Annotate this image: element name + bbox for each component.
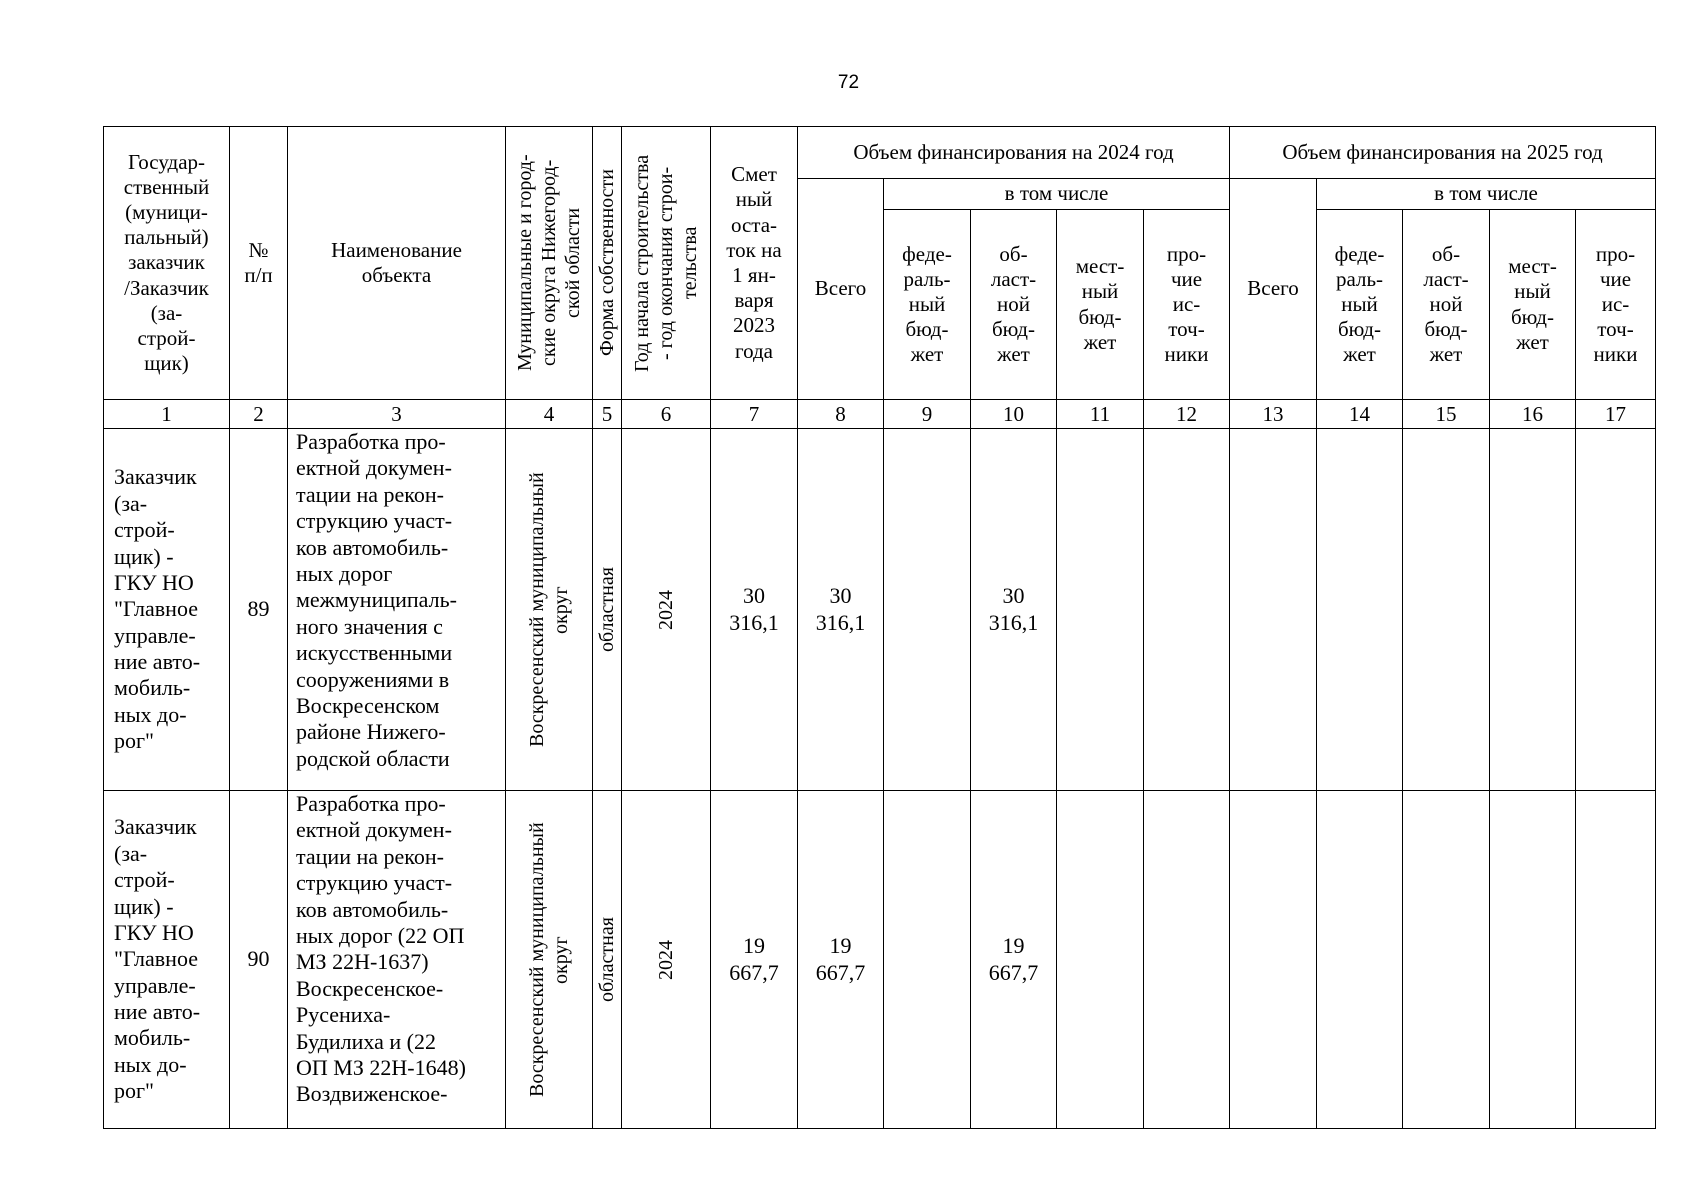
table-row	[104, 429, 1656, 791]
table-row	[104, 791, 1656, 1129]
header-federal-2024: феде- раль- ный бюд- жет	[884, 210, 971, 400]
column-number: 7	[711, 400, 798, 429]
header-federal-2025: феде- раль- ный бюд- жет	[1317, 210, 1403, 400]
column-number: 5	[593, 400, 622, 429]
row-district-cell	[506, 429, 593, 791]
header-ownership: Форма собственности	[596, 169, 618, 357]
column-number: 8	[798, 400, 884, 429]
column-numbers-row	[104, 400, 1656, 429]
row-local-2025	[1490, 429, 1576, 791]
column-number: 12	[1144, 400, 1230, 429]
header-group-2024: Объем финансирования на 2024 год	[798, 127, 1230, 179]
row-years-cell	[622, 429, 711, 791]
column-number: 13	[1230, 400, 1317, 429]
column-number: 9	[884, 400, 971, 429]
column-number: 3	[288, 400, 506, 429]
header-years-cell	[622, 127, 711, 400]
header-other-2024: про- чие ис- точ- ники	[1144, 210, 1230, 400]
row-ownership: областная	[596, 567, 618, 652]
header-regional-2025: об- ласт- ной бюд- жет	[1403, 210, 1490, 400]
header-estimate: Смет ный оста- ток на 1 ян- варя 2023 года	[711, 127, 798, 400]
row-other-2024	[1144, 791, 1230, 1129]
row-object-name: Разработка про- ектной докумен- тации на рекон- струкцию участ- ков автомобиль- ных дорог межмуниципаль- ного значения с искусственными сооружениями в Воскресенском районе Нижего- родской области	[288, 429, 506, 791]
row-other-2025	[1576, 429, 1656, 791]
row-federal-2025	[1317, 791, 1403, 1129]
header-district: Муниципальные и город- ские округа Нижегород- ской области	[514, 154, 584, 372]
row-ownership: областная	[596, 917, 618, 1002]
row-ownership-cell	[593, 429, 622, 791]
row-local-2024	[1057, 429, 1144, 791]
column-number: 1	[104, 400, 230, 429]
row-federal-2024	[884, 791, 971, 1129]
row-years: 2024	[655, 589, 677, 630]
row-local-2024	[1057, 791, 1144, 1129]
header-other-2025: про- чие ис- точ- ники	[1576, 210, 1656, 400]
header-ownership-cell	[593, 127, 622, 400]
column-number: 15	[1403, 400, 1490, 429]
header-row-1	[104, 127, 1656, 179]
row-regional-2025	[1403, 791, 1490, 1129]
row-district: Воскресенский муниципальный округ	[526, 822, 572, 1097]
row-total-2024: 19 667,7	[798, 791, 884, 1129]
row-federal-2024	[884, 429, 971, 791]
row-district-cell	[506, 791, 593, 1129]
header-regional-2024: об- ласт- ной бюд- жет	[971, 210, 1057, 400]
header-object-name: Наименование объекта	[288, 127, 506, 400]
row-total-2025	[1230, 429, 1317, 791]
header-total-2025: Всего	[1230, 179, 1317, 400]
row-number: 89	[230, 429, 288, 791]
financing-table	[103, 126, 1656, 1129]
column-number: 10	[971, 400, 1057, 429]
row-regional-2024: 19 667,7	[971, 791, 1057, 1129]
header-years: Год начала строительства - год окончания строи- тельства	[631, 154, 701, 372]
column-number: 6	[622, 400, 711, 429]
column-number: 17	[1576, 400, 1656, 429]
row-years: 2024	[655, 939, 677, 980]
row-estimate: 30 316,1	[711, 429, 798, 791]
header-local-2025: мест- ный бюд- жет	[1490, 210, 1576, 400]
header-incl-2025: в том числе	[1317, 179, 1656, 210]
header-local-2024: мест- ный бюд- жет	[1057, 210, 1144, 400]
column-number: 14	[1317, 400, 1403, 429]
row-total-2024: 30 316,1	[798, 429, 884, 791]
row-customer: Заказчик (за- строй- щик) - ГКУ НО "Главное управле- ние авто- мобиль- ных до- рог"	[104, 791, 230, 1129]
row-other-2024	[1144, 429, 1230, 791]
column-number: 11	[1057, 400, 1144, 429]
row-regional-2024: 30 316,1	[971, 429, 1057, 791]
row-years-cell	[622, 791, 711, 1129]
row-object-name: Разработка про- ектной докумен- тации на рекон- струкцию участ- ков автомобиль- ных дорог (22 ОП МЗ 22Н-1637) Воскресенское- Русениха- Будилиха и (22 ОП МЗ 22Н-1648) Воздвиженское-	[288, 791, 506, 1129]
header-number: № п/п	[230, 127, 288, 400]
row-customer: Заказчик (за- строй- щик) - ГКУ НО "Главное управле- ние авто- мобиль- ных до- рог"	[104, 429, 230, 791]
row-district: Воскресенский муниципальный округ	[526, 472, 572, 747]
column-number: 2	[230, 400, 288, 429]
header-total-2024: Всего	[798, 179, 884, 400]
page-number: 72	[837, 72, 860, 93]
column-number: 16	[1490, 400, 1576, 429]
row-number: 90	[230, 791, 288, 1129]
column-number: 4	[506, 400, 593, 429]
row-other-2025	[1576, 791, 1656, 1129]
header-customer: Государ- ственный (муници- пальный) заказчик /Заказчик (за- строй- щик)	[104, 127, 230, 400]
header-district-cell	[506, 127, 593, 400]
row-local-2025	[1490, 791, 1576, 1129]
row-ownership-cell	[593, 791, 622, 1129]
row-regional-2025	[1403, 429, 1490, 791]
row-estimate: 19 667,7	[711, 791, 798, 1129]
row-total-2025	[1230, 791, 1317, 1129]
header-incl-2024: в том числе	[884, 179, 1230, 210]
header-group-2025: Объем финансирования на 2025 год	[1230, 127, 1656, 179]
row-federal-2025	[1317, 429, 1403, 791]
